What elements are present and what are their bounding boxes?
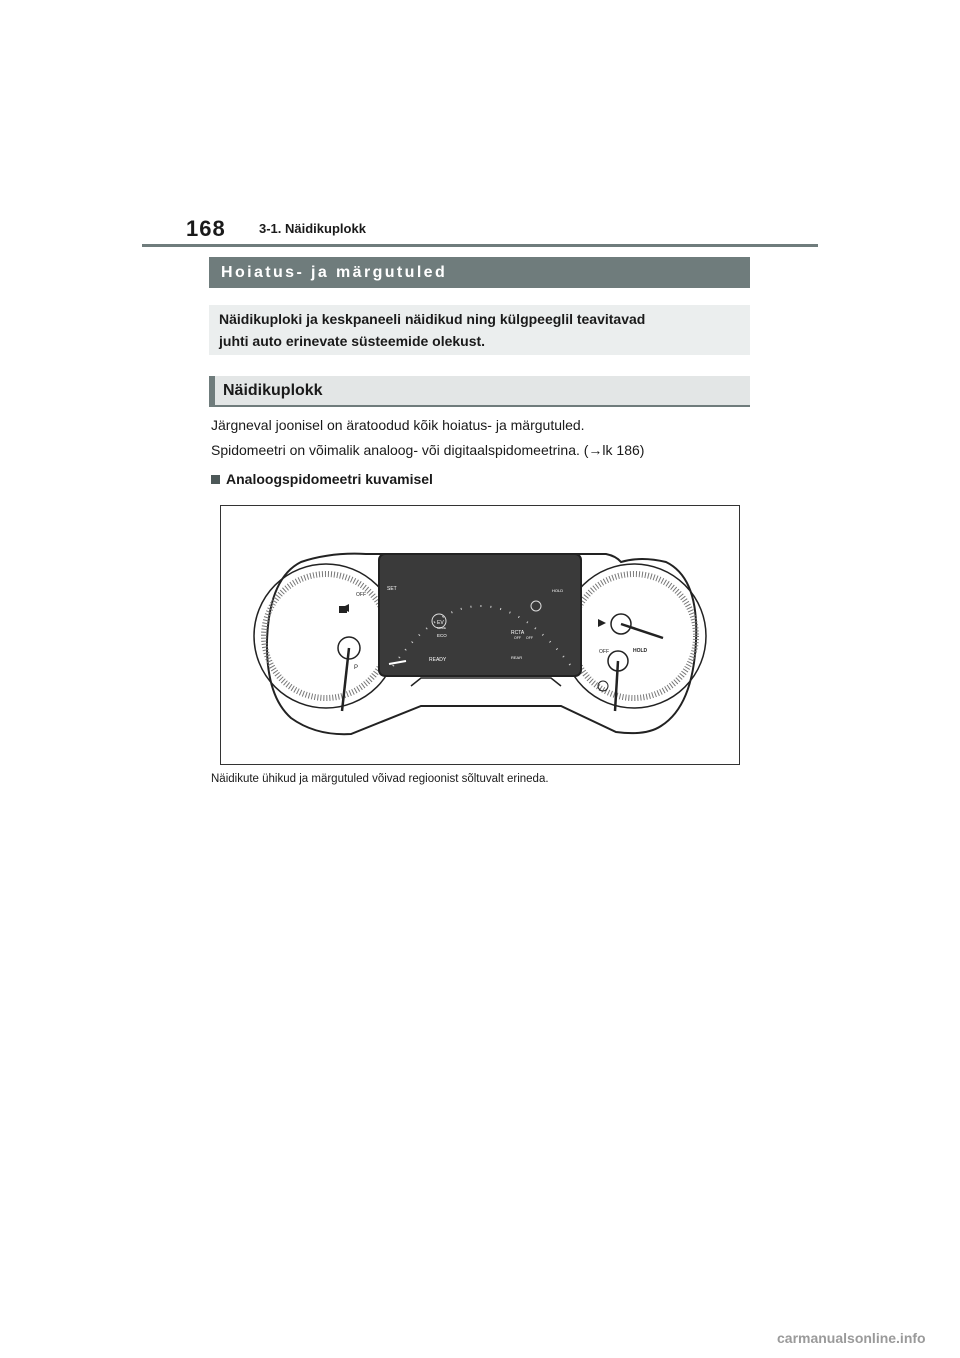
bullet-square-icon bbox=[211, 475, 220, 484]
bullet-heading-text: Analoogspidomeetri kuvamisel bbox=[226, 471, 433, 487]
header-rule bbox=[142, 244, 818, 247]
hold-top-label: HOLD bbox=[552, 588, 564, 593]
instrument-cluster-illustration bbox=[221, 506, 739, 764]
bullet-heading bbox=[211, 471, 433, 487]
p-left-label: P bbox=[354, 665, 359, 671]
figure-caption: Näidikute ühikud ja märgutuled võivad regioonist sõltuvalt erineda. bbox=[211, 773, 549, 785]
subheading: Näidikuplokk bbox=[209, 376, 750, 407]
section-label: 3-1. Näidikuplokk bbox=[259, 221, 366, 236]
watermark: carmanualsonline.info bbox=[777, 1330, 926, 1346]
rcta-label: RCTA bbox=[511, 630, 525, 636]
instrument-cluster-figure bbox=[220, 505, 740, 765]
off-mid-label: OFF bbox=[526, 636, 533, 640]
off-right-label: OFF bbox=[599, 649, 609, 655]
set-label: SET bbox=[387, 586, 397, 592]
ready-label: READY bbox=[429, 657, 447, 663]
eco-label: ECO bbox=[437, 633, 447, 638]
off-left-label: OFF bbox=[356, 592, 366, 598]
arrow-icon: → bbox=[588, 442, 603, 458]
ev-mode-label: EV bbox=[437, 620, 444, 626]
rear-label: REAR bbox=[511, 655, 523, 660]
off-rcta-label: OFF bbox=[514, 636, 521, 640]
page-reference: lk 186) bbox=[602, 442, 645, 458]
body-line-2-text: Spidomeetri on võimalik analoog- või digitaalspidomeetrina. ( bbox=[211, 442, 589, 458]
intro-line-1: Näidikuploki ja keskpaneeli näidikud ning külgpeeglil teavitavad bbox=[219, 311, 646, 327]
section-title: Hoiatus- ja märgutuled bbox=[209, 257, 750, 288]
intro-line-2: juhti auto erinevate süsteemide olekust. bbox=[219, 333, 486, 349]
intro-box bbox=[209, 305, 750, 355]
ev-mode-sub-label: MODE bbox=[437, 626, 446, 630]
body-line-1: Järgneval joonisel on äratoodud kõik hoiatus- ja märgutuled. bbox=[211, 417, 585, 433]
body-line-2 bbox=[211, 442, 644, 458]
page-number: 168 bbox=[186, 216, 226, 241]
hold-right-label: HOLD bbox=[633, 648, 648, 654]
